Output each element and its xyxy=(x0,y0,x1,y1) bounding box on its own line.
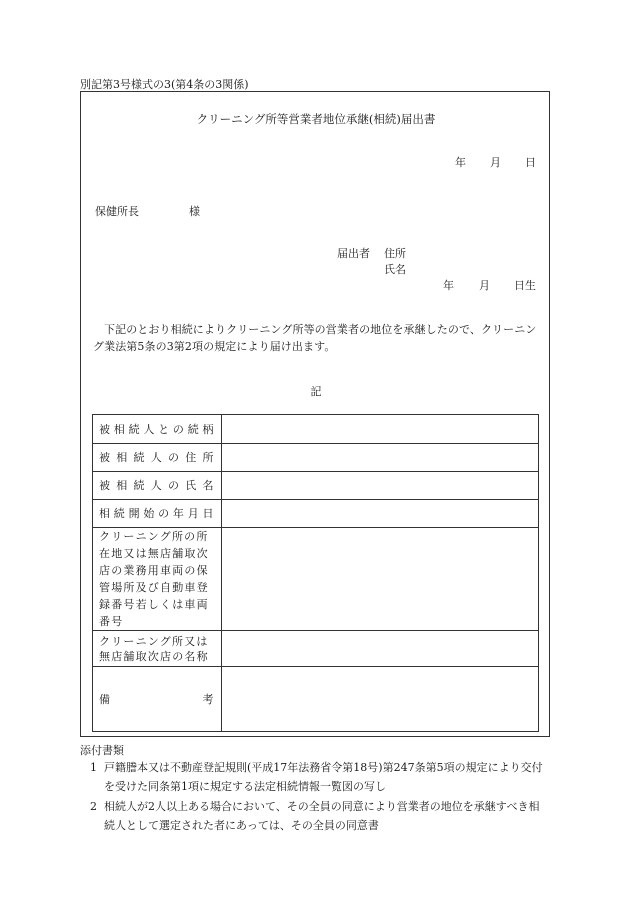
addressee-honorific: 様 xyxy=(189,205,200,218)
row-value[interactable] xyxy=(222,472,539,500)
ki-heading: 記 xyxy=(310,385,322,398)
attachment-text: 相続人が2人以上ある場合において、その全員の同意により営業者の地位を承継すべき相続人として選定された者にあっては、その全員の同意書 xyxy=(104,800,540,832)
applicant-address-label: 住所 xyxy=(384,247,406,260)
table-row xyxy=(93,631,539,667)
table-row xyxy=(93,500,539,528)
table-row xyxy=(93,667,539,732)
form-frame xyxy=(80,91,550,737)
row-value[interactable] xyxy=(222,631,539,667)
row-label: 被相続人の氏名 xyxy=(93,472,222,500)
table-row xyxy=(93,528,539,631)
birth-day-label: 日生 xyxy=(514,279,536,292)
attachments-heading: 添付書類 xyxy=(80,744,124,757)
row-value[interactable] xyxy=(222,528,539,631)
row-value[interactable] xyxy=(222,444,539,472)
row-value[interactable] xyxy=(222,667,539,732)
attachment-number: 1 xyxy=(90,761,97,774)
table-row xyxy=(93,472,539,500)
row-value[interactable] xyxy=(222,415,539,444)
table-row xyxy=(93,444,539,472)
birth-year-label: 年 xyxy=(443,279,454,292)
row-label: 被相続人の住所 xyxy=(93,444,222,472)
attachment-item xyxy=(80,797,550,835)
applicant-name-label: 氏名 xyxy=(384,263,406,276)
date-year-label: 年 xyxy=(455,156,466,169)
remarks-label-right: 考 xyxy=(202,692,215,706)
attachment-text: 戸籍謄本又は不動産登記規則(平成17年法務省令第18号)第247条第5項の規定により交付を受けた同条第1項に規定する法定相続情報一覧図の写し xyxy=(104,761,543,793)
addressee-office: 保健所長 xyxy=(95,205,139,218)
row-value[interactable] xyxy=(222,500,539,528)
birth-month-label: 月 xyxy=(479,279,490,292)
remarks-label-left: 備 xyxy=(99,692,112,706)
row-label: クリーニング所又は無店舗取次店の名称 xyxy=(93,631,222,667)
date-month-label: 月 xyxy=(490,156,501,169)
row-label: 被相続人との続柄 xyxy=(93,415,222,444)
attachment-number: 2 xyxy=(90,800,97,813)
form-label: 別記第3号様式の3(第4条の3関係) xyxy=(80,78,249,91)
row-label: クリーニング所の所在地又は無店舗取次店の業務用車両の保管場所及び自動車登録番号若しくは車両番号 xyxy=(93,528,222,631)
applicant-label: 届出者 xyxy=(337,247,370,260)
row-label xyxy=(93,667,222,732)
intro-statement: 下記のとおり相続によりクリーニング所等の営業者の地位を承継したので、クリーニング業法第5条の3第2項の規定により届け出ます。 xyxy=(93,323,537,353)
row-label: 相続開始の年月日 xyxy=(93,500,222,528)
table-row xyxy=(93,415,539,444)
attachment-item xyxy=(80,758,550,796)
date-day-label: 日 xyxy=(525,156,536,169)
form-title: クリーニング所等営業者地位承継(相続)届出書 xyxy=(196,112,436,126)
details-table xyxy=(92,414,539,732)
